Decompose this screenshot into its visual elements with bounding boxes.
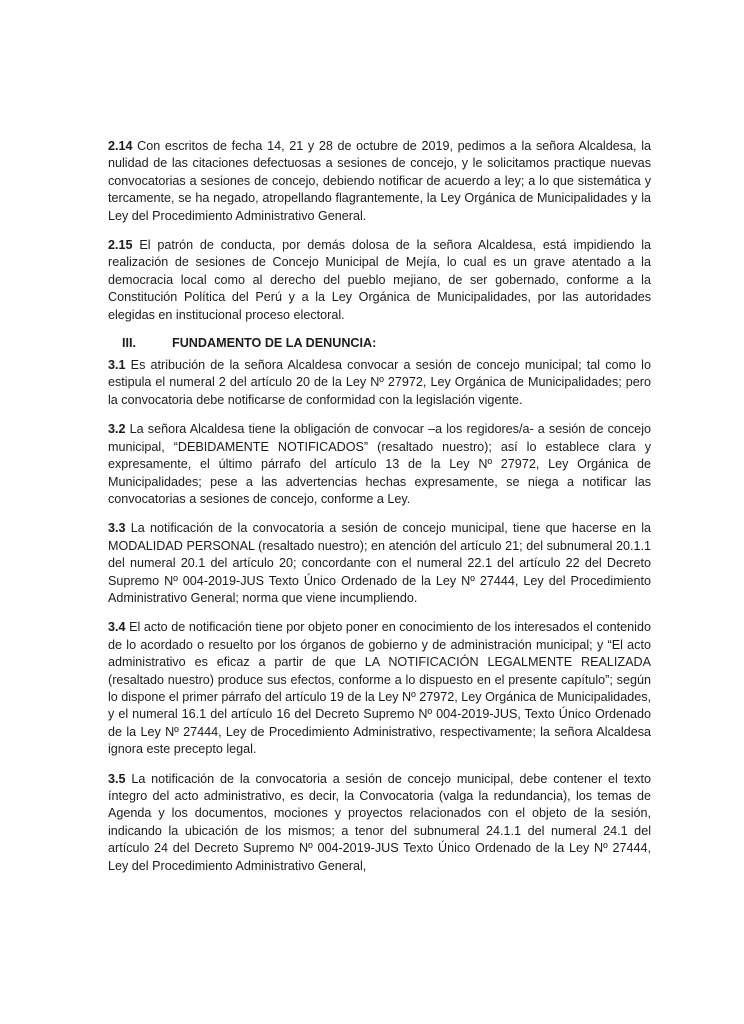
- paragraph-text: Es atribución de la señora Alcaldesa convocar a sesión de concejo municipal; tal como lo estipula el numeral 2 del artículo 20 de la Ley Nº 27972, Ley Orgánica de Municipalidades; pero la convocatoria debe notificarse de conformidad con la legislación vigente.: [108, 358, 651, 407]
- paragraph-text: El patrón de conducta, por demás dolosa de la señora Alcaldesa, está impidiendo la realización de sesiones de Concejo Municipal de Mejía, lo cual es un grave atentado a la democracia local como al derecho del pueblo mejiano, de ser gobernado, conforme a la Constitución Política del Perú y a la Ley Orgánica de Municipalidades, por las autoridades elegidas en institucional proceso electoral.: [108, 238, 651, 322]
- paragraph-2-14: [108, 138, 651, 225]
- paragraph-text: La señora Alcaldesa tiene la obligación de convocar –a los regidores/a- a sesión de concejo municipal, “DEBIDAMENTE NOTIFICADOS” (resaltado nuestro); así lo establece clara y expresamente, el último párrafo del artículo 13 de la Ley Nº 27972, Ley Orgánica de Municipalidades; pese a las advertencias hechas expresamente, se niega a notificar las convocatorias a sesiones de concejo, conforme a Ley.: [108, 422, 651, 506]
- paragraph-3-1: [108, 357, 651, 409]
- paragraph-text: El acto de notificación tiene por objeto poner en conocimiento de los interesados el contenido de lo acordado o resuelto por los órganos de gobierno y de administración municipal; y “El acto administrativo es eficaz a partir de que LA NOTIFICACIÓN LEGALMENTE REALIZADA (resaltado nuestro) produce sus efectos, conforme a lo dispuesto en el presente capítulo”; según lo dispone el primer párrafo del artículo 19 de la Ley Nº 27972, Ley Orgánica de Municipalidades, y el numeral 16.1 del artículo 16 del Decreto Supremo Nº 004-2019-JUS, Texto Único Ordenado de la Ley Nº 27444, Ley de Procedimiento Administrativo, respectivamente; la señora Alcaldesa ignora este precepto legal.: [108, 620, 651, 757]
- paragraph-number: 2.15: [108, 238, 133, 253]
- paragraph-3-4: [108, 619, 651, 758]
- paragraph-text: La notificación de la convocatoria a sesión de concejo municipal, tiene que hacerse en la MODALIDAD PERSONAL (resaltado nuestro); en atención del artículo 21; del subnumeral 20.1.1 del numeral 20.1 del artículo 20; concordante con el numeral 22.1 del artículo 22 del Decreto Supremo Nº 004-2019-JUS Texto Único Ordenado de la Ley Nº 27444, Ley del Procedimiento Administrativo General; norma que viene incumpliendo.: [108, 521, 651, 605]
- paragraph-number: 3.2: [108, 422, 126, 437]
- paragraph-number: 3.3: [108, 521, 126, 536]
- paragraph-text: Con escritos de fecha 14, 21 y 28 de octubre de 2019, pedimos a la señora Alcaldesa, la nulidad de las citaciones defectuosas a sesiones de concejo, y le solicitamos practique nuevas convocatorias a sesiones de concejo, debiendo notificar de acuerdo a ley; a lo que sistemática y tercamente, se ha negado, atropellando flagrantemente, la Ley Orgánica de Municipalidades y la Ley del Procedimiento Administrativo General.: [108, 139, 651, 223]
- paragraph-number: 2.14: [108, 139, 133, 153]
- paragraph-number: 3.5: [108, 771, 126, 786]
- section-heading: [108, 336, 651, 350]
- paragraph-2-15: [108, 237, 651, 324]
- paragraph-3-3: [108, 520, 651, 607]
- paragraph-number: 3.4: [108, 620, 126, 635]
- section-title: FUNDAMENTO DE LA DENUNCIA:: [172, 336, 377, 351]
- paragraph-3-2: [108, 421, 651, 508]
- paragraph-number: 3.1: [108, 358, 126, 373]
- paragraph-3-5: [108, 771, 651, 875]
- paragraph-text: La notificación de la convocatoria a sesión de concejo municipal, debe contener el texto íntegro del acto administrativo, es decir, la Convocatoria (valga la redundancia), los temas de Agenda y los documentos, mociones y proyectos relacionados con el objeto de la sesión, indicando la ubicación de los mismos; a tenor del subnumeral 24.1.1 del numeral 24.1 del artículo 24 del Decreto Supremo Nº 004-2019-JUS Texto Único Ordenado de la Ley Nº 27444, Ley del Procedimiento Administrativo General,: [108, 771, 651, 873]
- section-numeral: III.: [122, 336, 136, 351]
